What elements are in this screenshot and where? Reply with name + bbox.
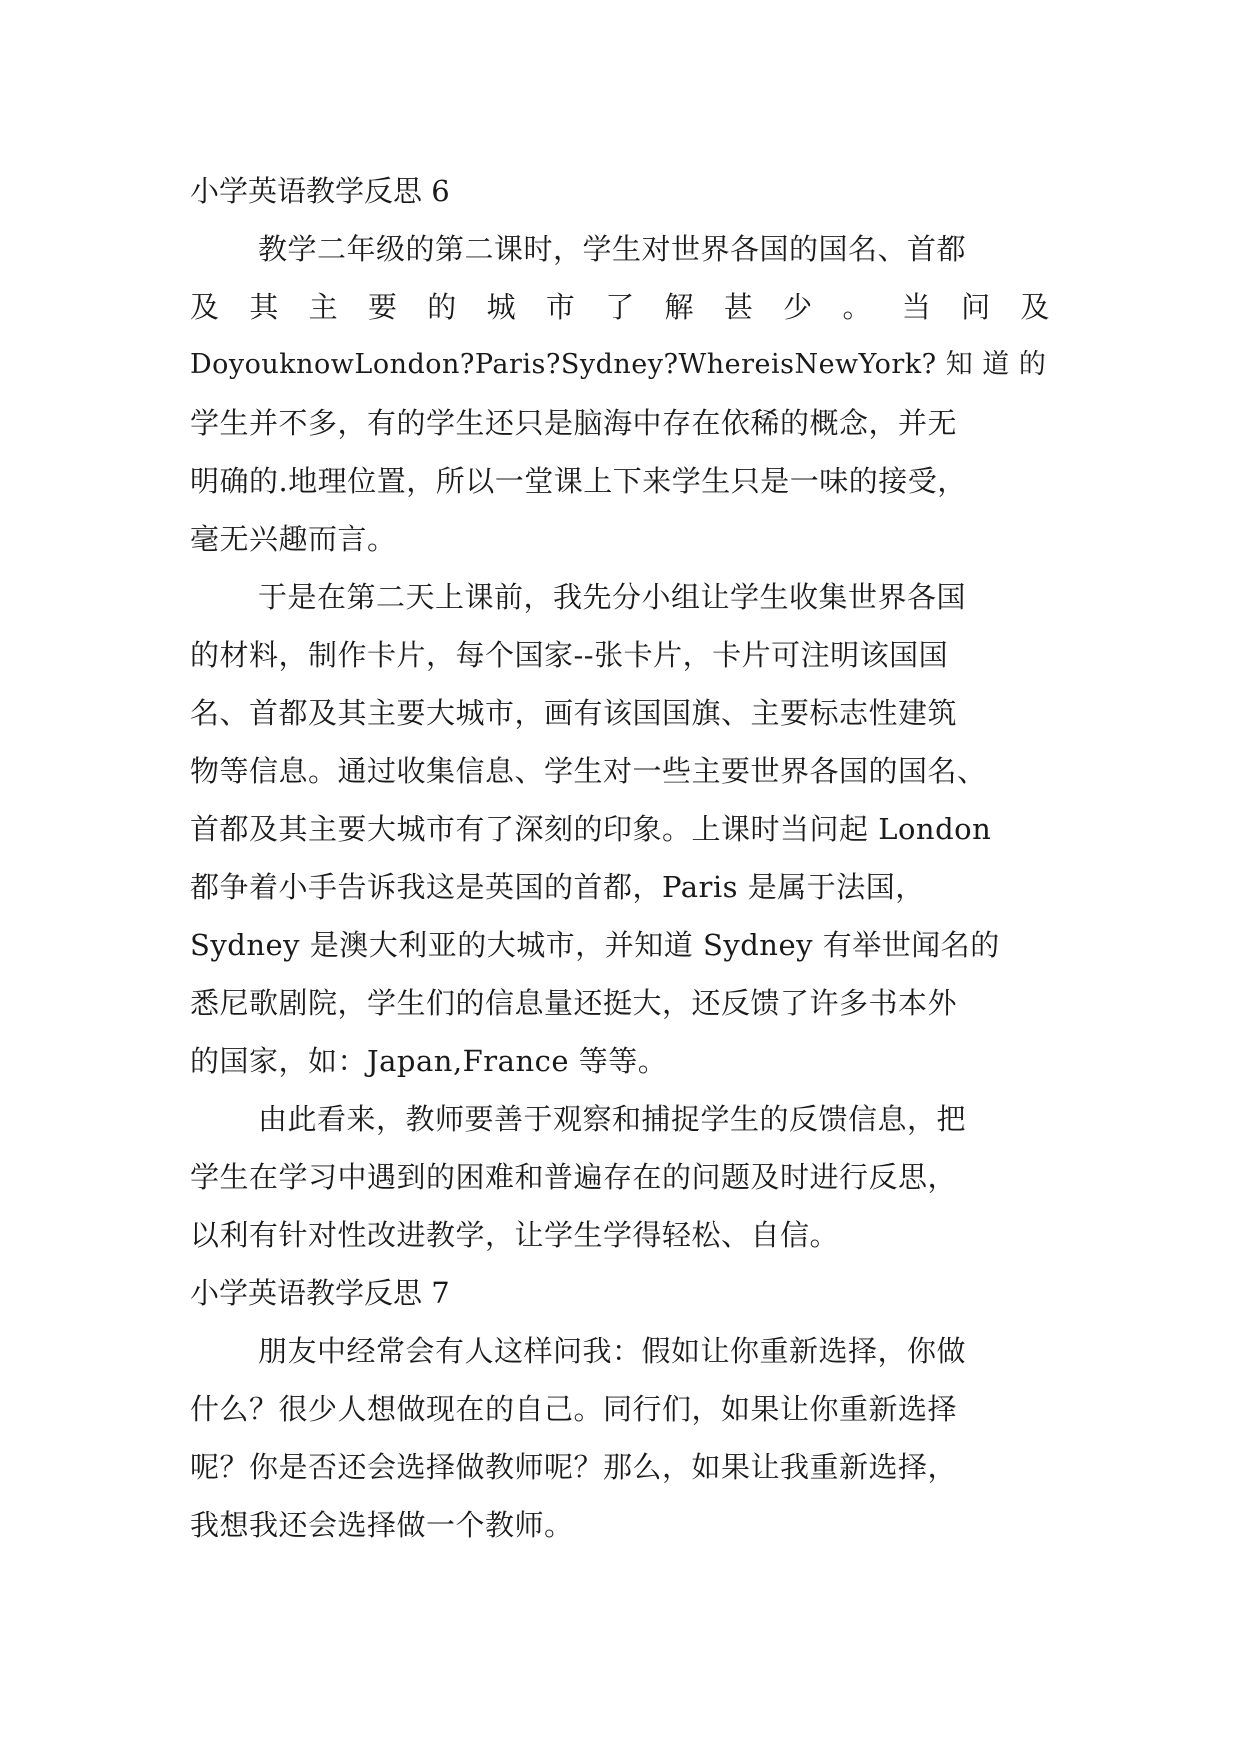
text-line: 什么？很少人想做现在的自己。同行们，如果让你重新选择 [190,1392,958,1426]
text-line: 以利有针对性改进教学，让学生学得轻松、自信。 [190,1218,840,1252]
char-glyph: 甚 [723,290,754,324]
paragraph [190,1090,1050,1264]
paragraph [190,1322,1050,1554]
text-line: 我想我还会选择做一个教师。 [190,1508,574,1542]
char-glyph: 的 [427,290,457,324]
text-line: 学生在学习中遇到的困难和普遍存在的问题及时进行反思， [190,1160,958,1194]
char-glyph: 当 [901,290,932,324]
char-glyph: 了 [605,290,635,324]
char-glyph: 问 [961,290,991,324]
text-line: 朋友中经常会有人这样问我：假如让你重新选择，你做 [258,1334,967,1368]
char-glyph: 主 [308,290,339,324]
char-glyph: 解 [664,290,695,324]
text-line: 悉尼歌剧院，学生们的信息量还挺大，还反馈了许多书本外 [190,986,958,1020]
text-line: DoyouknowLondon?Paris?Sydney?WhereisNewYork? 知 道 的 [190,349,1047,380]
paragraph [190,220,1050,568]
text-line: 的国家，如：Japan,France 等等。 [190,1044,668,1078]
text-line: 物等信息。通过收集信息、学生对一些主要世界各国的国名、 [190,754,987,788]
text-line: 首都及其主要大城市有了深刻的印象。上课时当问起 London [190,812,992,846]
text-line-spaced [190,278,1050,336]
text-line: 于是在第二天上课前，我先分小组让学生收集世界各国 [258,580,967,614]
text-line: 呢？你是否还会选择做教师呢？那么，如果让我重新选择， [190,1450,958,1484]
document-body [190,162,1050,1554]
text-line: 名、首都及其主要大城市，画有该国国旗、主要标志性建筑 [190,696,958,730]
text-line: 学生并不多，有的学生还只是脑海中存在依稀的概念，并无 [190,406,958,440]
char-glyph: 少 [783,290,813,324]
char-glyph: 要 [367,290,398,324]
char-glyph: 及 [1020,290,1050,324]
char-glyph: 其 [249,290,279,324]
text-line: 的材料，制作卡片，每个国家--张卡片，卡片可注明该国国 [190,638,949,672]
section-title: 小学英语教学反思 7 [190,1276,450,1310]
char-glyph: 市 [545,290,576,324]
text-line: 教学二年级的第二课时，学生对世界各国的国名、首都 [258,232,967,266]
char-glyph: 。 [842,290,872,324]
text-line: 由此看来，教师要善于观察和捕捉学生的反馈信息，把 [258,1102,967,1136]
paragraph [190,568,1050,1090]
char-glyph: 及 [190,290,220,324]
char-glyph: 城 [486,290,517,324]
text-line: 明确的.地理位置，所以一堂课上下来学生只是一味的接受， [190,464,967,498]
text-line: 都争着小手告诉我这是英国的首都，Paris 是属于法国， [190,870,925,904]
text-line: Sydney 是澳大利亚的大城市，并知道 Sydney 有举世闻名的 [190,928,1000,962]
section-title: 小学英语教学反思 6 [190,174,450,208]
text-line: 毫无兴趣而言。 [190,522,397,556]
